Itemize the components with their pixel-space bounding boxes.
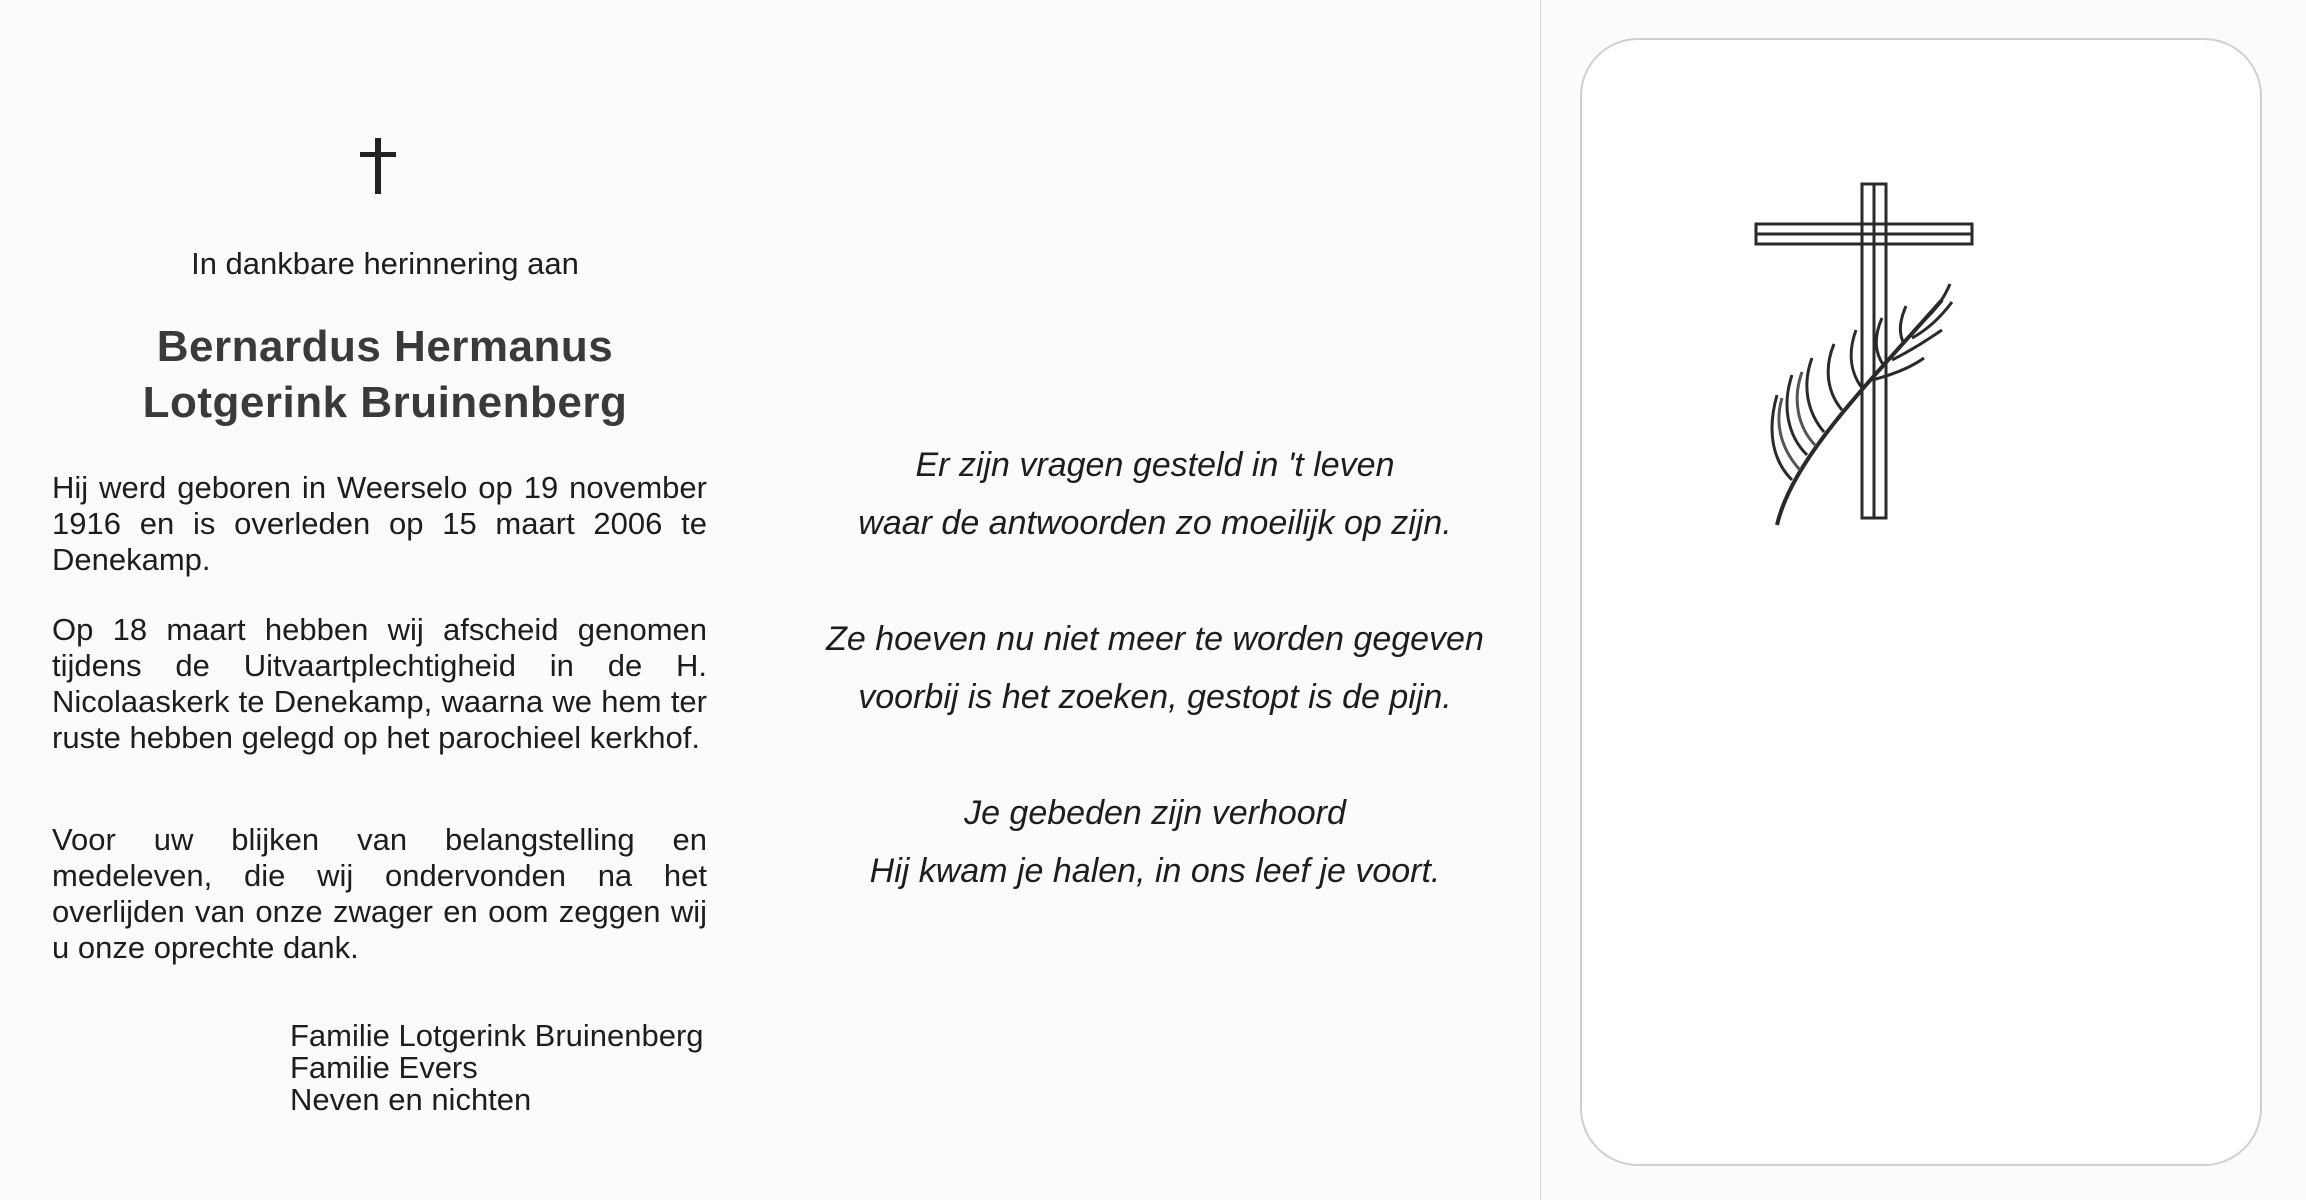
deceased-name-line-2: Lotgerink Bruinenberg: [142, 378, 628, 427]
birth-death-paragraph: Hij werd geboren in Weerselo op 19 november 1916 en is overleden op 15 maart 2006 te Denekamp.: [52, 470, 707, 577]
rounded-card-frame: [1580, 38, 2262, 1166]
poem-line: Er zijn vragen gesteld in 't leven: [915, 446, 1395, 484]
poem-panel: [770, 0, 1540, 1200]
deceased-name-line-1: Bernardus Hermanus: [156, 322, 614, 371]
intro-text: In dankbare herinnering aan: [191, 246, 579, 281]
memorial-text-panel: [0, 0, 770, 1200]
latin-cross-icon: [354, 138, 402, 194]
poem-line: Hij kwam je halen, in ons leef je voort.: [869, 852, 1441, 890]
poem-line: waar de antwoorden zo moeilijk op zijn.: [858, 504, 1452, 542]
poem-line: Je gebeden zijn verhoord: [964, 794, 1346, 832]
poem-line: Ze hoeven nu niet meer te worden gegeven: [826, 620, 1484, 658]
thanks-paragraph: Voor uw blijken van belangstelling en medeleven, die wij ondervonden na het overlijden van onze zwager en oom zeggen wij u onze oprechte dank.: [52, 822, 707, 965]
cross-with-palm-branch-icon: [1752, 180, 1987, 530]
funeral-paragraph: Op 18 maart hebben wij afscheid genomen tijdens de Uitvaartplechtigheid in de H. Nicolaaskerk te Denekamp, waarna we hem ter ruste hebben gelegd op het parochieel kerkhof.: [52, 612, 707, 755]
poem-line: voorbij is het zoeken, gestopt is de pijn.: [858, 678, 1452, 716]
signatory-line: Neven en nichten: [290, 1082, 532, 1117]
signatory-line: Familie Lotgerink Bruinenberg: [290, 1018, 704, 1053]
front-cover-panel: [1540, 0, 2306, 1200]
signatory-line: Familie Evers: [290, 1050, 478, 1085]
